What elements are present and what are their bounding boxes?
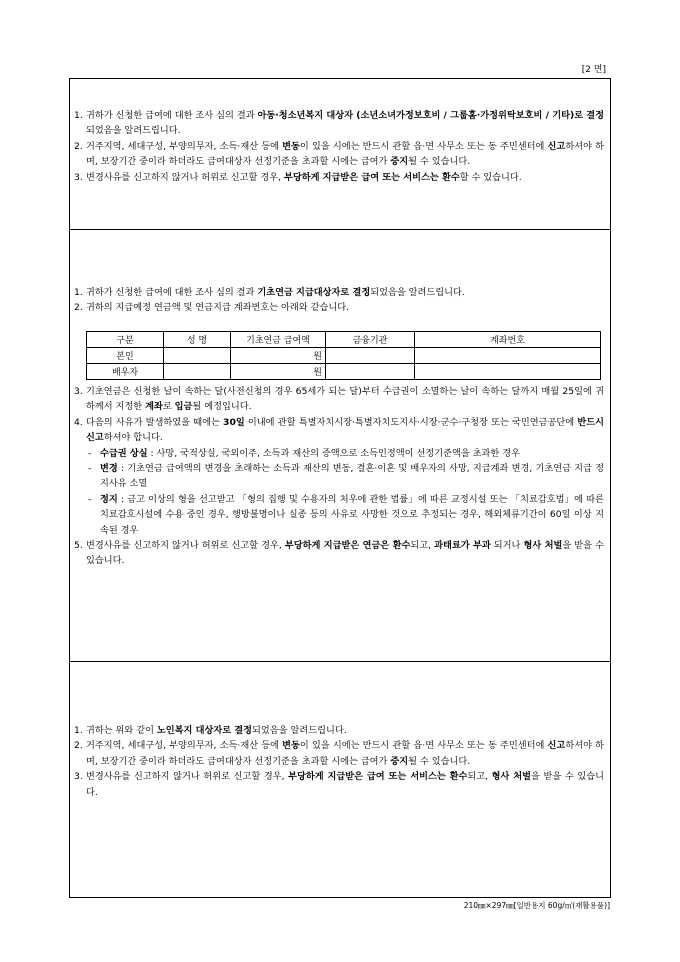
emphasis-text: 신고 xyxy=(547,140,566,152)
body-text: 되고, xyxy=(410,540,435,552)
list-item xyxy=(74,723,604,738)
body-text: : 사망, 국적상실, 국외이주, 소득과 재산의 증액으로 소득인정액이 선정기준액을 초과한 경우 xyxy=(147,447,520,459)
body-text: 될 수 있습니다. xyxy=(408,156,471,168)
item-number: 1. xyxy=(74,287,83,298)
notice-list xyxy=(74,723,604,800)
list-item xyxy=(74,108,604,139)
emphasis-text: 변경 xyxy=(100,463,118,475)
account-table xyxy=(86,331,601,380)
item-number: 1. xyxy=(74,725,83,736)
body-text: 귀하의 지급예정 연금액 및 연금지급 계좌번호는 아래와 같습니다. xyxy=(86,302,349,314)
dash-bullet: - xyxy=(88,463,92,475)
item-number: 2. xyxy=(74,302,83,314)
emphasis-text: 중지 xyxy=(390,156,409,168)
list-item xyxy=(74,285,604,300)
row-label: 본인 xyxy=(87,348,164,364)
body-text: 이 있을 시에는 반드시 관할 읍·면 사무소 또는 동 주민센터에 xyxy=(299,140,548,152)
body-text: 로 xyxy=(162,401,175,413)
emphasis-text: 수급권 상실 xyxy=(100,447,148,459)
emphasis-text: 노인복지 대상자로 결정 xyxy=(156,725,253,736)
item-number: 5. xyxy=(74,540,83,552)
list-item xyxy=(74,538,604,569)
body-text: 을 받을 수 있습니다. xyxy=(86,540,604,567)
table-row xyxy=(87,364,601,380)
body-text: 을 받을 수 있습니다. xyxy=(86,771,605,798)
emphasis-text: 아동·청소년복지 대상자 (소년소녀가정보호비 / 그룹홈·가정위탁보호비 / 기타)로 결정 xyxy=(257,110,604,121)
col-header: 기초연금 급여액 xyxy=(231,332,326,348)
emphasis-text: 입금 xyxy=(174,401,193,413)
item-number: 1. xyxy=(74,110,83,121)
body-text: : 기초연금 급여액의 변경을 초래하는 소득과 재산의 변동, 결혼·이혼 및 배우자의 사망, 지급계좌 변경, 기초연금 지급 정지사유 소멸 xyxy=(100,463,604,490)
emphasis-text: 과태료가 부과 xyxy=(434,540,491,552)
account-cell xyxy=(415,364,601,380)
emphasis-text: 정지 xyxy=(100,493,118,505)
emphasis-text: 부당하게 지급받은 연금은 환수 xyxy=(284,540,411,552)
table-row xyxy=(87,348,601,364)
sub-list-item xyxy=(86,461,604,492)
notice-list xyxy=(74,285,604,316)
section-basic-pension xyxy=(70,230,610,662)
body-text: 되었음을 알려드립니다. xyxy=(252,725,347,736)
emphasis-text: 중지 xyxy=(390,755,409,767)
body-text: 다음의 사유가 발생하였을 때에는 xyxy=(86,416,224,428)
list-item xyxy=(74,139,604,170)
amount-cell: 원 xyxy=(231,348,326,364)
body-text: 귀하는 위와 같이 xyxy=(86,725,157,736)
list-item xyxy=(74,415,604,538)
table-header-row xyxy=(87,332,601,348)
body-text: 되었음을 알려드립니다. xyxy=(370,287,465,298)
emphasis-text: 부당하게 지급받은 급여 또는 서비스는 환수 xyxy=(283,171,460,183)
emphasis-text: 변동 xyxy=(282,140,300,152)
row-label: 배우자 xyxy=(87,364,164,380)
item-number: 3. xyxy=(74,771,83,783)
body-text: 하셔야 하며, 보장기간 중이라 하더라도 급여대상자 선정기준을 초과할 시에는 급여가 xyxy=(86,140,604,168)
paper-spec: 210㎜×297㎜[일반용지 60g/㎡(재활용품)] xyxy=(463,901,610,910)
col-header: 구분 xyxy=(87,332,164,348)
list-item xyxy=(74,738,604,769)
emphasis-text: 부당하게 지급받은 급여 또는 서비스는 환수 xyxy=(288,771,468,783)
body-text: 이 있을 시에는 반드시 관할 읍·면 사무소 또는 동 주민센터에 xyxy=(299,740,548,752)
emphasis-text: 기초연금 지급대상자로 결정 xyxy=(257,287,371,298)
amount-cell: 원 xyxy=(231,364,326,380)
body-text: 될 예정입니다. xyxy=(192,401,252,413)
item-number: 2. xyxy=(74,740,83,752)
body-text: 귀하가 신청한 급여에 대한 조사 심의 결과 xyxy=(86,110,258,121)
item-number: 2. xyxy=(74,140,83,152)
section-elderly-welfare xyxy=(70,662,610,897)
body-text: 되었음을 알려드립니다. xyxy=(86,125,181,137)
sub-list-item xyxy=(86,492,604,538)
dash-bullet: - xyxy=(88,493,92,505)
emphasis-text: 30일 xyxy=(223,416,245,428)
emphasis-text: 형사 처벌 xyxy=(523,540,563,552)
bank-cell xyxy=(326,364,415,380)
emphasis-text: 반드시 신고 xyxy=(86,416,604,444)
body-text: 변경사유를 신고하지 않거나 허위로 신고할 경우, xyxy=(86,771,289,783)
section-child-welfare xyxy=(70,79,610,230)
bank-cell xyxy=(326,348,415,364)
dash-bullet: - xyxy=(88,447,92,459)
item-number: 3. xyxy=(74,171,83,183)
account-cell xyxy=(415,348,601,364)
body-text: 될 수 있습니다. xyxy=(408,755,471,767)
notice-list xyxy=(74,108,604,185)
sub-list-item xyxy=(86,446,604,461)
list-item xyxy=(74,384,604,415)
body-text: 하셔야 합니다. xyxy=(103,432,163,444)
list-item xyxy=(74,170,604,185)
name-cell xyxy=(164,364,231,380)
body-text: 할 수 있습니다. xyxy=(459,171,522,183)
name-cell xyxy=(164,348,231,364)
body-text: 되고, xyxy=(467,771,492,783)
col-header: 성 명 xyxy=(164,332,231,348)
item-number: 3. xyxy=(74,386,83,397)
col-header: 계좌번호 xyxy=(415,332,601,348)
body-text: 하셔야 하며, 보장기간 중이라 하더라도 급여대상자 선정기준을 초과할 시에는 급여가 xyxy=(86,740,604,767)
body-text: 거주지역, 세대구성, 부양의무자, 소득·재산 등에 xyxy=(86,140,283,152)
body-text: : 금고 이상의 형을 선고받고 「형의 집행 및 수용자의 처우에 관한 법률」에 따른 교정시설 또는 「치료감호법」에 따른 치료감호시설에 수용 중인 경우, 행방불명이나 실종 등의 사유로 사망한 것으로 추정되는 경우, 해외체류기간이 60일 이상 지속된 경우 xyxy=(100,493,604,536)
body-text: 귀하가 신청한 급여에 대한 조사 심의 결과 xyxy=(86,287,258,298)
emphasis-text: 변동 xyxy=(282,740,300,752)
body-text: 변경사유를 신고하지 않거나 허위로 신고할 경우, xyxy=(86,540,285,552)
body-text: 되거나 xyxy=(490,540,524,552)
notice-list xyxy=(74,384,604,569)
sub-list xyxy=(86,446,604,538)
body-text: 변경사유를 신고하지 않거나 허위로 신고할 경우, xyxy=(86,171,284,183)
body-text: 이내에 관할 특별자치시장·특별자치도지사·시장·군수·구청장 또는 국민연금공단에 xyxy=(244,416,578,428)
body-text: 거주지역, 세대구성, 부양의무자, 소득·재산 등에 xyxy=(86,740,283,752)
list-item xyxy=(74,300,604,315)
page-number: [2 면] xyxy=(581,65,606,75)
col-header: 금융기관 xyxy=(326,332,415,348)
list-item xyxy=(74,769,604,800)
body-text: 기초연금은 신청한 날이 속하는 달(사전신청의 경우 65세가 되는 달)부터 수급권이 소멸하는 날이 속하는 달까지 매월 25일에 귀하께서 지정한 xyxy=(86,386,604,413)
emphasis-text: 계좌 xyxy=(145,401,163,413)
item-number: 4. xyxy=(74,416,83,428)
emphasis-text: 신고 xyxy=(547,740,566,752)
notice-frame xyxy=(69,78,611,898)
emphasis-text: 형사 처벌 xyxy=(491,771,532,783)
